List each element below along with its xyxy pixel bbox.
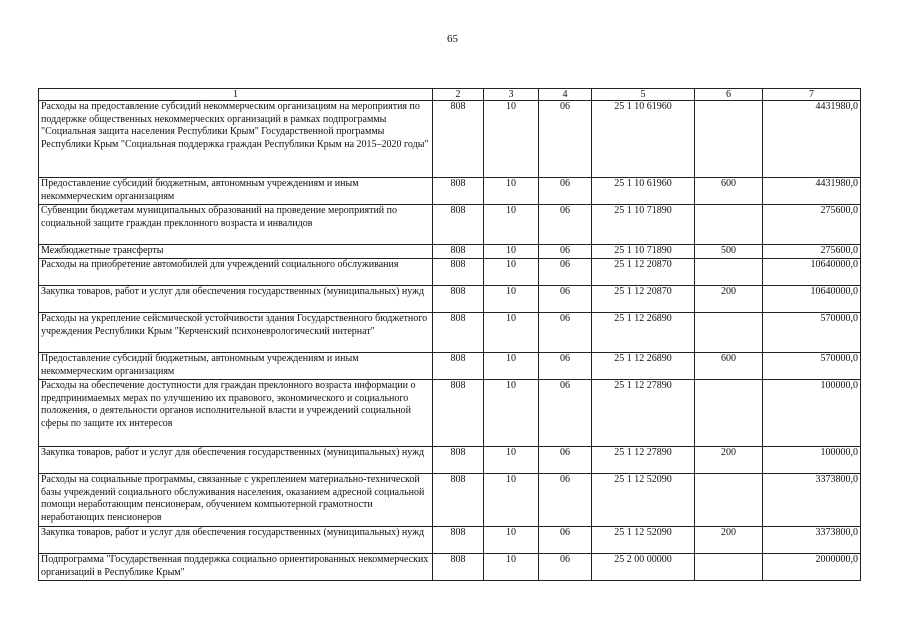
table-header-row [39, 89, 861, 101]
row-target-article-cell: 25 1 12 27890 [592, 447, 695, 474]
row-name-cell: Расходы на укрепление сейсмической устойчивости здания Государственного бюджетного учреждения Республики Крым "Керченский психоневрологический интернат" [39, 313, 433, 353]
row-expense-type-cell [695, 554, 763, 581]
row-section-cell: 10 [484, 313, 539, 353]
column-header: 3 [484, 89, 539, 101]
row-subsection-cell: 06 [539, 286, 592, 313]
row-amount-cell: 10640000,0 [763, 286, 861, 313]
row-name-cell: Предоставление субсидий бюджетным, автономным учреждениям и иным некоммерческим организациям [39, 353, 433, 380]
row-subsection-cell: 06 [539, 353, 592, 380]
row-section-cell: 10 [484, 245, 539, 259]
row-expense-type-cell: 600 [695, 353, 763, 380]
row-name-cell: Закупка товаров, работ и услуг для обеспечения государственных (муниципальных) нужд [39, 527, 433, 554]
row-target-article-cell: 25 1 10 71890 [592, 245, 695, 259]
row-amount-cell: 100000,0 [763, 447, 861, 474]
row-section-cell: 10 [484, 259, 539, 286]
row-section-cell: 10 [484, 101, 539, 178]
row-code-cell: 808 [433, 380, 484, 447]
table-row [39, 353, 861, 380]
column-header: 4 [539, 89, 592, 101]
row-section-cell: 10 [484, 205, 539, 245]
table-row [39, 286, 861, 313]
budget-table [38, 88, 861, 581]
row-name-cell: Закупка товаров, работ и услуг для обеспечения государственных (муниципальных) нужд [39, 447, 433, 474]
row-subsection-cell: 06 [539, 259, 592, 286]
row-name-cell: Предоставление субсидий бюджетным, автономным учреждениям и иным некоммерческим организациям [39, 178, 433, 205]
row-subsection-cell: 06 [539, 313, 592, 353]
row-amount-cell: 570000,0 [763, 313, 861, 353]
row-section-cell: 10 [484, 474, 539, 527]
row-section-cell: 10 [484, 353, 539, 380]
row-expense-type-cell: 500 [695, 245, 763, 259]
row-expense-type-cell [695, 380, 763, 447]
row-expense-type-cell [695, 205, 763, 245]
row-code-cell: 808 [433, 554, 484, 581]
table-row [39, 474, 861, 527]
row-expense-type-cell [695, 101, 763, 178]
row-name-cell: Расходы на предоставление субсидий некоммерческим организациям на мероприятия по поддержке общественных некоммерческих организаций в рамках подпрограммы "Социальная защита населения Республики Крым" Государственной программы Республики Крым "Социальная поддержка граждан Республики Крым на 2015–2020 годы" [39, 101, 433, 178]
row-subsection-cell: 06 [539, 178, 592, 205]
column-header: 6 [695, 89, 763, 101]
row-expense-type-cell: 200 [695, 447, 763, 474]
row-amount-cell: 10640000,0 [763, 259, 861, 286]
table-row [39, 205, 861, 245]
row-section-cell: 10 [484, 286, 539, 313]
row-code-cell: 808 [433, 313, 484, 353]
row-name-cell: Расходы на социальные программы, связанные с укреплением материально-технической базы учреждений социального обслуживания населения, оказанием адресной социальной помощи неработающим пенсионерам, обучением компьютерной грамотности неработающих пенсионеров [39, 474, 433, 527]
row-name-cell: Закупка товаров, работ и услуг для обеспечения государственных (муниципальных) нужд [39, 286, 433, 313]
row-name-cell: Субвенции бюджетам муниципальных образований на проведение мероприятий по социальной защите граждан преклонного возраста и инвалидов [39, 205, 433, 245]
row-expense-type-cell [695, 259, 763, 286]
row-target-article-cell: 25 1 10 71890 [592, 205, 695, 245]
row-subsection-cell: 06 [539, 527, 592, 554]
row-subsection-cell: 06 [539, 554, 592, 581]
row-code-cell: 808 [433, 245, 484, 259]
row-section-cell: 10 [484, 527, 539, 554]
row-subsection-cell: 06 [539, 447, 592, 474]
row-subsection-cell: 06 [539, 205, 592, 245]
row-expense-type-cell: 600 [695, 178, 763, 205]
row-section-cell: 10 [484, 178, 539, 205]
table-row [39, 527, 861, 554]
row-expense-type-cell: 200 [695, 527, 763, 554]
row-name-cell: Расходы на приобретение автомобилей для учреждений социального обслуживания [39, 259, 433, 286]
column-header: 7 [763, 89, 861, 101]
row-target-article-cell: 25 1 12 52090 [592, 527, 695, 554]
table-row [39, 313, 861, 353]
row-amount-cell: 275600,0 [763, 245, 861, 259]
row-expense-type-cell [695, 474, 763, 527]
row-amount-cell: 4431980,0 [763, 178, 861, 205]
column-header: 2 [433, 89, 484, 101]
row-target-article-cell: 25 1 12 26890 [592, 353, 695, 380]
row-code-cell: 808 [433, 178, 484, 205]
row-expense-type-cell: 200 [695, 286, 763, 313]
row-target-article-cell: 25 1 12 52090 [592, 474, 695, 527]
row-subsection-cell: 06 [539, 474, 592, 527]
row-name-cell: Подпрограмма "Государственная поддержка социально ориентированных некоммерческих организаций в Республике Крым" [39, 554, 433, 581]
row-section-cell: 10 [484, 380, 539, 447]
row-name-cell: Расходы на обеспечение доступности для граждан преклонного возраста информации о предпринимаемых мерах по улучшению их правового, экономического и социального положения, о деятельности органов исполнительной власти и учреждений социальной сферы по защите их интересов [39, 380, 433, 447]
row-code-cell: 808 [433, 353, 484, 380]
row-subsection-cell: 06 [539, 380, 592, 447]
row-section-cell: 10 [484, 447, 539, 474]
column-header: 5 [592, 89, 695, 101]
row-target-article-cell: 25 1 10 61960 [592, 178, 695, 205]
row-amount-cell: 100000,0 [763, 380, 861, 447]
row-expense-type-cell [695, 313, 763, 353]
row-amount-cell: 2000000,0 [763, 554, 861, 581]
row-subsection-cell: 06 [539, 101, 592, 178]
column-header: 1 [39, 89, 433, 101]
row-code-cell: 808 [433, 447, 484, 474]
row-name-cell: Межбюджетные трансферты [39, 245, 433, 259]
row-code-cell: 808 [433, 527, 484, 554]
row-code-cell: 808 [433, 286, 484, 313]
row-target-article-cell: 25 1 10 61960 [592, 101, 695, 178]
row-target-article-cell: 25 1 12 27890 [592, 380, 695, 447]
table-row [39, 245, 861, 259]
table-row [39, 259, 861, 286]
table-row [39, 447, 861, 474]
row-amount-cell: 275600,0 [763, 205, 861, 245]
row-target-article-cell: 25 1 12 20870 [592, 286, 695, 313]
row-code-cell: 808 [433, 101, 484, 178]
row-code-cell: 808 [433, 205, 484, 245]
row-amount-cell: 570000,0 [763, 353, 861, 380]
row-code-cell: 808 [433, 474, 484, 527]
row-amount-cell: 4431980,0 [763, 101, 861, 178]
page-number: 65 [447, 33, 458, 45]
table-row [39, 178, 861, 205]
row-section-cell: 10 [484, 554, 539, 581]
row-amount-cell: 3373800,0 [763, 474, 861, 527]
row-amount-cell: 3373800,0 [763, 527, 861, 554]
table-row [39, 101, 861, 178]
table-row [39, 554, 861, 581]
row-target-article-cell: 25 1 12 26890 [592, 313, 695, 353]
row-target-article-cell: 25 2 00 00000 [592, 554, 695, 581]
row-target-article-cell: 25 1 12 20870 [592, 259, 695, 286]
row-code-cell: 808 [433, 259, 484, 286]
table-row [39, 380, 861, 447]
row-subsection-cell: 06 [539, 245, 592, 259]
